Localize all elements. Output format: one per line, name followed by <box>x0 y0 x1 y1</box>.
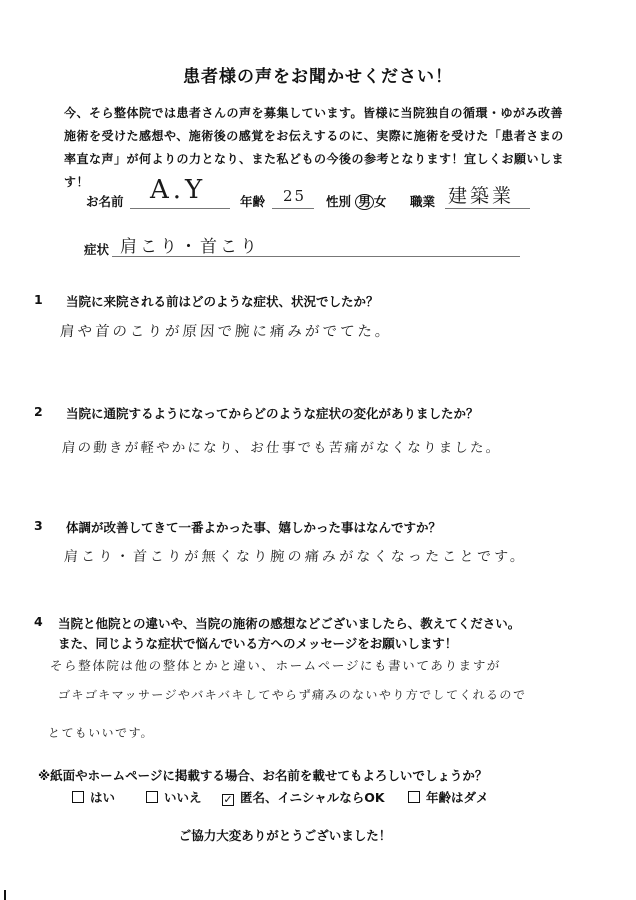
question-text: 当院に来院される前はどのような症状、状況でしたか？ <box>66 294 379 309</box>
job-value[interactable]: 建築業 <box>448 185 515 207</box>
footer-thanks: ご協力大変ありがとうございました！ <box>178 828 392 843</box>
consent-option-no[interactable] <box>146 788 202 806</box>
question-number: 3 <box>34 518 43 533</box>
option-label: はい <box>90 790 116 805</box>
job-label: 職業 <box>410 194 436 209</box>
intro-line: 率直な声」が何よりの力となり、また私どもの今後の参考となります！宜しくお願いしま <box>64 152 565 166</box>
job-underline <box>445 208 530 209</box>
option-label: いいえ <box>164 790 202 805</box>
question-number: 4 <box>34 614 43 629</box>
scan-edge-mark <box>4 890 6 900</box>
age-value[interactable]: 25 <box>283 187 307 205</box>
answer-text[interactable]: 肩の動きが軽やかになり、お仕事でも苦痛がなくなりました。 <box>61 440 503 456</box>
consent-option-yes[interactable] <box>72 788 115 806</box>
name-underline <box>130 208 230 209</box>
page-title: 患者様の声をお聞かせください！ <box>183 67 453 87</box>
answer-text[interactable]: 肩や首のこりが原因で腕に痛みがでてた。 <box>59 324 393 340</box>
intro-line: 施術を受けた感想や、施術後の感覚をお伝えするのに、実際に施術を受けた「患者さまの <box>64 129 564 143</box>
name-value[interactable]: A.Y <box>150 175 207 205</box>
intro-line: す！ <box>64 175 90 189</box>
question-number: 2 <box>34 404 43 419</box>
question-text-line2: また、同じような症状で悩んでいる方へのメッセージをお願いします！ <box>58 636 458 651</box>
sex-label-text: 性別 <box>326 194 352 209</box>
question-number: 1 <box>34 292 43 307</box>
question-text: 当院と他院との違いや、当院の施術の感想などございましたら、教えてください。 <box>58 616 521 631</box>
sex-male-option[interactable]: 男 <box>355 194 374 210</box>
symptom-underline <box>112 256 520 257</box>
consent-question: ※紙面やホームページに掲載する場合、お名前を載せてもよろしいでしょうか？ <box>38 768 488 783</box>
sex-female-option[interactable]: 女 <box>373 194 387 209</box>
question-text: 当院に通院するようになってからどのような症状の変化がありましたか？ <box>66 406 479 421</box>
intro-line: 今、そら整体院では患者さんの声を募集しています。皆様に当院独自の循環・ゆがみ改善 <box>64 106 564 120</box>
answer-text[interactable]: 肩こり・首こりが無くなり腕の痛みがなくなったことです。 <box>63 549 528 565</box>
consent-option-anonymous[interactable] <box>222 788 385 806</box>
symptom-label: 症状 <box>84 242 110 257</box>
checkbox[interactable] <box>408 791 420 803</box>
answer-text[interactable]: ゴキゴキマッサージやバキバキしてやらず痛みのないやり方でしてくれるので <box>57 688 527 702</box>
checkbox-checked[interactable]: ✓ <box>223 793 233 806</box>
checkbox[interactable] <box>72 791 84 803</box>
consent-option-no-age[interactable] <box>408 788 489 806</box>
option-label: 年齢はダメ <box>426 790 489 805</box>
age-underline <box>272 208 314 209</box>
question-text: 体調が改善してきて一番よかった事、嬉しかった事はなんですか？ <box>66 520 442 535</box>
checkbox[interactable] <box>146 791 158 803</box>
name-label: お名前 <box>86 194 124 209</box>
sex-label <box>326 192 386 210</box>
age-label: 年齢 <box>240 194 266 209</box>
answer-text[interactable]: とてもいいです。 <box>47 726 155 740</box>
symptom-value[interactable]: 肩こり・首こり <box>120 237 260 257</box>
answer-text[interactable]: そら整体院は他の整体とかと違い、ホームページにも書いてありますが <box>49 658 502 673</box>
option-label: 匿名、イニシャルならOK <box>240 790 385 805</box>
